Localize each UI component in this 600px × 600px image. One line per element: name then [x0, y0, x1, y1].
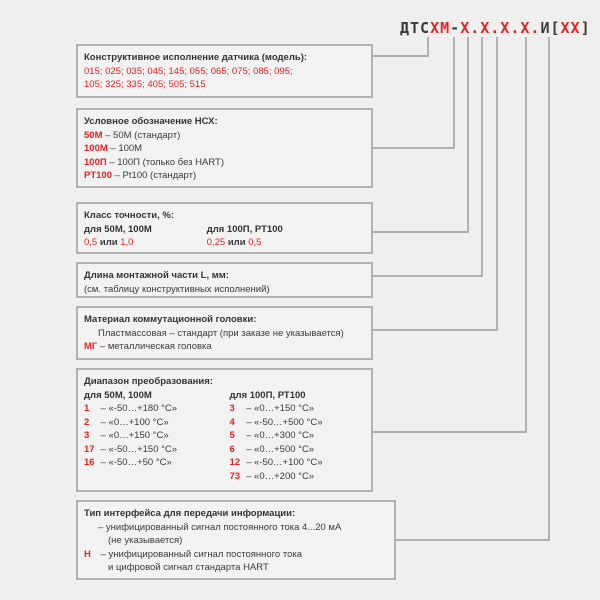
- head-material-default: Пластмассовая – стандарт (при заказе не указывается): [98, 327, 344, 339]
- range-col1-head: для 50М, 100М: [84, 389, 152, 401]
- model-title: Конструктивное исполнение датчика (модель):: [84, 52, 308, 63]
- range-item: [84, 456, 229, 470]
- nsx-text: – 100П (только без HART): [106, 156, 224, 168]
- interface-line1: – унифицированный сигнал постоянного тока 4...20 мА: [98, 521, 342, 533]
- nsx-item: [84, 169, 365, 183]
- connector-range: [373, 37, 526, 432]
- model-list-line2: 105; 325; 335; 405; 505; 515: [84, 79, 206, 90]
- nsx-item: [84, 142, 365, 156]
- accuracy-value: 0,25: [206, 237, 226, 248]
- range-title: Диапазон преобразования:: [84, 376, 213, 387]
- range-text: – «0…+150 °С»: [98, 430, 169, 441]
- accuracy-box: [76, 202, 373, 254]
- range-text: – «-50…+180 °С»: [98, 403, 178, 414]
- range-code: 6: [229, 443, 235, 455]
- range-text: – «0…+500 °С»: [243, 443, 315, 455]
- interface-text: – унифицированный сигнал постоянного тока: [98, 548, 303, 560]
- interface-code: Н: [84, 548, 91, 560]
- range-item: [229, 402, 365, 416]
- nsx-code: 100М: [84, 143, 108, 154]
- length-title: Длина монтажной части L, мм:: [84, 270, 229, 281]
- code-options: Х.Х.Х.Х.: [460, 19, 541, 37]
- accuracy-or: или: [225, 237, 249, 248]
- range-code: 73: [229, 470, 241, 482]
- connector-model: [373, 37, 428, 56]
- accuracy-col2-values: [207, 236, 365, 250]
- nsx-box: [76, 108, 373, 188]
- accuracy-col2-head: для 100П, РТ100: [206, 223, 283, 235]
- model-box: [76, 44, 373, 98]
- code-close-bracket: ]: [580, 19, 591, 37]
- range-code: 1: [84, 403, 90, 414]
- connector-head: [373, 37, 497, 330]
- range-text: – «-50…+100 °С»: [243, 457, 323, 468]
- accuracy-col1-values: [84, 236, 207, 250]
- accuracy-value: 0,5: [248, 237, 262, 248]
- range-code: 4: [229, 416, 235, 428]
- length-text: (см. таблицу конструктивных исполнений): [84, 283, 270, 295]
- head-material-text: – металлическая головка: [97, 341, 212, 352]
- range-item: [84, 402, 229, 416]
- interface-line4: и цифровой сигнал стандарта HART: [108, 562, 269, 573]
- accuracy-col1-head: для 50М, 100М: [84, 223, 152, 235]
- range-item: [229, 416, 365, 430]
- range-item: [229, 456, 365, 470]
- range-code: 3: [84, 430, 90, 441]
- range-item: [84, 429, 229, 443]
- range-item: [229, 429, 365, 443]
- head-material-code: МГ: [84, 341, 98, 352]
- accuracy-or: или: [97, 237, 121, 248]
- range-text: – «0…+150 °С»: [243, 403, 315, 414]
- code-interface: ХХ: [560, 19, 581, 37]
- connector-nsx: [373, 37, 454, 148]
- range-item: [84, 416, 229, 430]
- nsx-item: [84, 129, 365, 143]
- range-text: – «0…+300 °С»: [243, 430, 315, 441]
- accuracy-value: 0,5: [84, 237, 98, 248]
- interface-line2: (не указывается): [108, 535, 183, 546]
- nsx-code: PT100: [84, 170, 112, 181]
- range-code: 3: [229, 403, 235, 414]
- range-item: [84, 443, 229, 457]
- head-material-metal: [84, 340, 365, 354]
- model-list-line1: 015; 025; 035; 045; 145; 055; 065; 075; 085; 095;: [84, 65, 293, 77]
- nsx-item: [84, 156, 365, 170]
- range-item: [229, 443, 365, 457]
- range-box: [76, 368, 373, 492]
- interface-box: [76, 500, 396, 580]
- code-model: ХМ: [430, 19, 451, 37]
- head-material-title: Материал коммутационной головки:: [84, 314, 257, 325]
- range-code: 16: [84, 457, 95, 468]
- range-code: 12: [229, 457, 241, 468]
- connector-length: [373, 37, 482, 276]
- range-item: [229, 470, 365, 484]
- nsx-text: – 100М: [107, 143, 143, 154]
- range-text: – «-50…+50 °С»: [98, 457, 172, 468]
- accuracy-title: Класс точности, %:: [84, 210, 175, 221]
- code-prefix: ДТС: [400, 19, 431, 37]
- code-dash: -: [450, 19, 461, 37]
- range-code: 17: [84, 443, 95, 455]
- range-col2-head: для 100П, РТ100: [229, 389, 306, 401]
- range-text: – «-50…+500 °С»: [243, 416, 323, 428]
- nsx-text: – 50М (стандарт): [102, 129, 181, 141]
- accuracy-value: 1,0: [120, 237, 134, 248]
- range-text: – «0…+100 °С»: [98, 416, 169, 428]
- range-code: 2: [84, 416, 90, 428]
- code-interface-prefix: И[: [540, 19, 561, 37]
- range-text: – «0…+200 °С»: [243, 470, 315, 482]
- nsx-code: 50М: [84, 129, 103, 141]
- interface-line3: [84, 548, 388, 562]
- nsx-text: – Pt100 (стандарт): [112, 170, 197, 181]
- nsx-title: Условное обозначение НСХ:: [84, 116, 218, 127]
- length-box: [76, 262, 373, 298]
- range-code: 5: [229, 430, 235, 441]
- interface-title: Тип интерфейса для передачи информации:: [84, 508, 296, 519]
- nsx-code: 100П: [84, 156, 107, 168]
- range-text: – «-50…+150 °С»: [98, 443, 178, 455]
- head-material-box: [76, 306, 373, 360]
